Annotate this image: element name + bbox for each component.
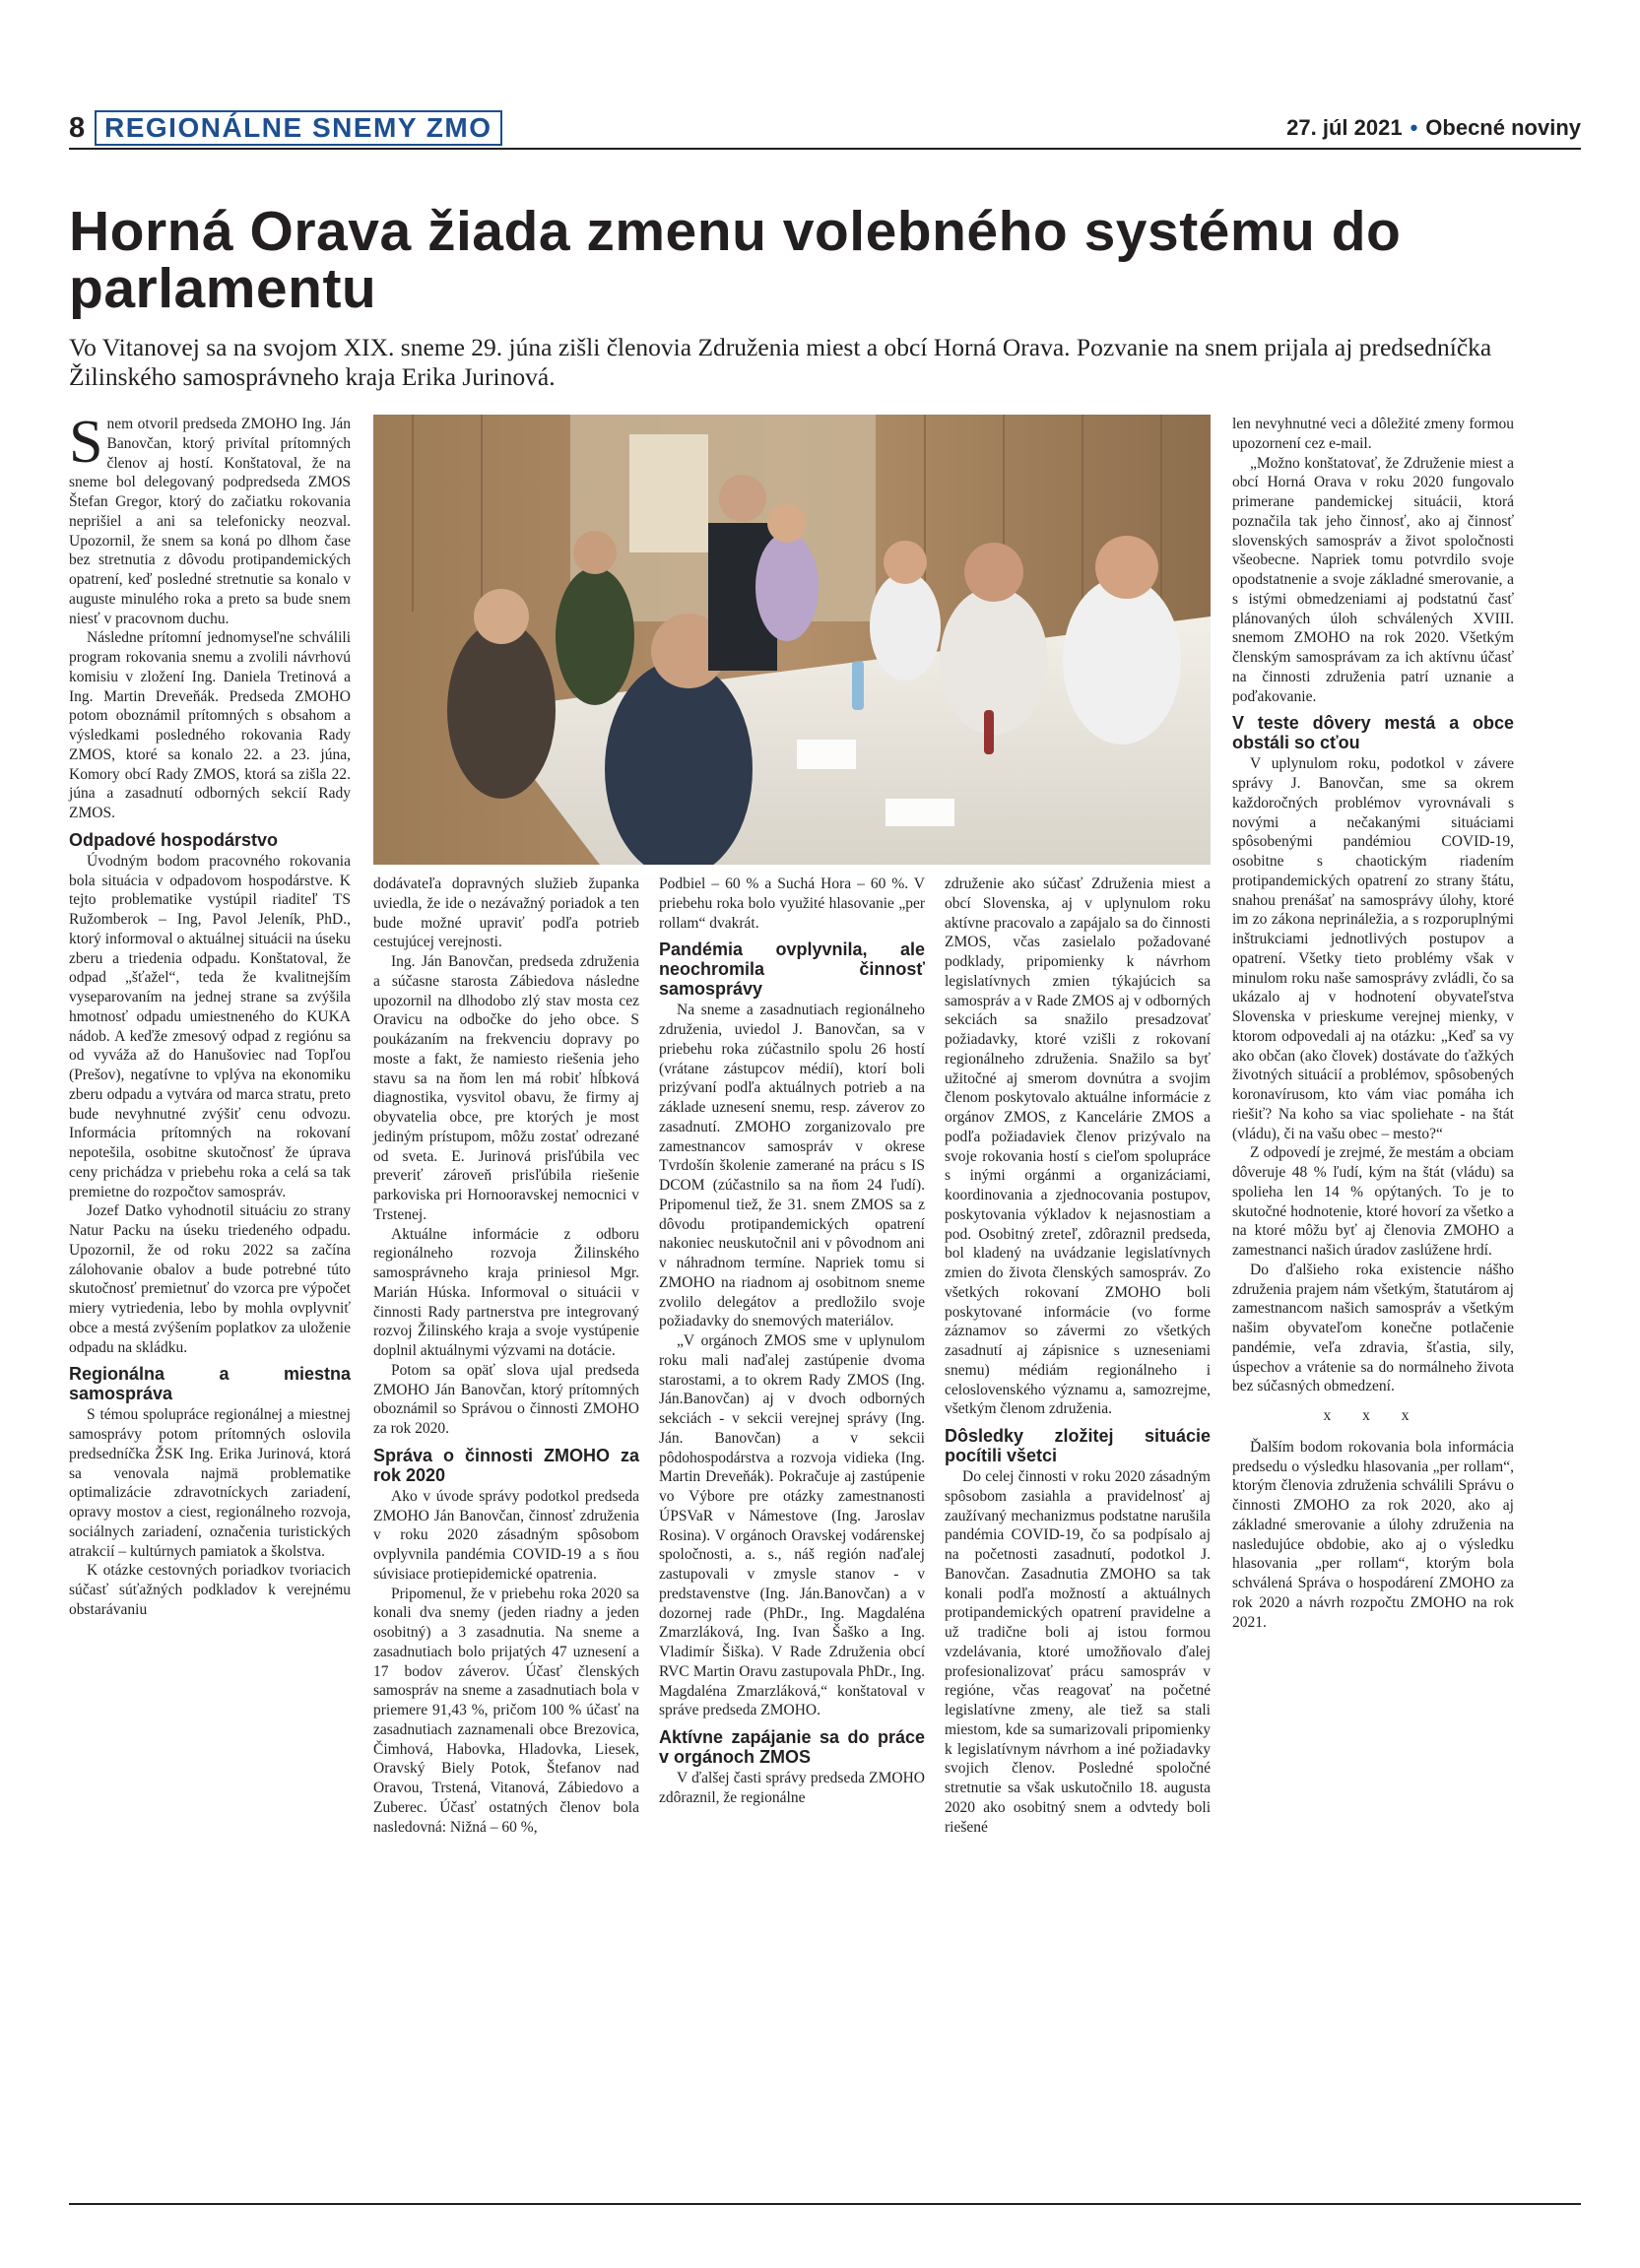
article-column-2: [373, 875, 639, 1837]
separator-dot: •: [1410, 115, 1418, 140]
dateline: [1286, 110, 1581, 146]
paragraph: Podbiel – 60 % a Suchá Hora – 60 %. V priebehu roka bolo využité hlasovanie „per rollam“ dvakrát.: [659, 875, 925, 932]
bottom-rule: [69, 2203, 1581, 2205]
paragraph: len nevyhnutné veci a dôležité zmeny formou upozornení cez e-mail.: [1232, 416, 1514, 452]
paragraph: K otázke cestovných poriadkov tvoriacich súčasť súťažných podkladov k verejnému obstarávaniu: [69, 1562, 351, 1618]
subheading: Regionálna a miestna samospráva: [69, 1364, 351, 1404]
subheading: Aktívne zapájanie sa do práce v orgánoch ZMOS: [659, 1727, 925, 1767]
subheading: Pandémia ovplyvnila, ale neochromila činnosť samosprávy: [659, 940, 925, 1000]
paragraph: Pripomenul, že v priebehu roka 2020 sa konali dva snemy (jeden riadny a jeden osobitný) a 3 zasadnutia. Na sneme a zasadnutiach bolo prijatých 47 uznesení a 17 bodov záverov. Účasť členských samospráv na sneme a zasadnutiach bola v priemere 91,43 %, pričom 100 % účasť na zasadnutiach zaznamenali obce Brezovica, Čimhová, Habovka, Hladovka, Liesek, Oravský Biely Potok, Štefanov nad Oravou, Trstená, Vitanová, Zábiedovo a Zuberec. Účasť ostatných členov bola nasledovná: Nižná – 60 %,: [373, 1585, 639, 1836]
paragraph: Aktuálne informácie z odboru regionálneho rozvoja Žilinského samosprávneho kraja priniesol Mgr. Marián Húska. Informoval o situácii v činnosti Rady partnerstva pre integrovaný rozvoj Žilinského kraja a svoje vystúpenie doplnil aktuálnymi výzvami na dotácie.: [373, 1225, 639, 1359]
subheading: Dôsledky zložitej situácie pocítili všetci: [945, 1426, 1211, 1465]
publication-name: Obecné noviny: [1425, 115, 1581, 140]
section-separator: x x x: [1323, 1407, 1423, 1424]
paragraph: „V orgánoch ZMOS sme v uplynulom roku mali naďalej zastúpenie dvoma starostami, a to okrem Rady ZMOS (Ing. Ján.Banovčan) aj v dvoch odborných sekciách - v sekcii verejnej správy (Ing. Ján. Banovčan) a v sekcii pôdohospodárstva a rozvoja vidieka (Ing. Martin Dreveňák). Pokračuje aj zastúpenie vo Výbore pre otázky zamestnanosti ÚPSVaR v Námestove (Ing. Jaroslav Rosina). V orgánoch Oravskej vodárenskej spoločnosti, a. s., náš región naďalej zastupovali v zmysle stanov - v predstavenstve (Ing. Ján.Banovčan) a v dozornej rade (PhDr., Ing. Magdaléna Zmarzláková, Ing. Ivan Šaško a Ing. Vladimír Šiška). V Rade Združenia obcí RVC Martin Oravu zastupovala PhDr., Ing. Magdaléna Zmarzláková,“ konštatoval v správe predseda ZMOHO.: [659, 1332, 925, 1719]
paragraph: Do ďalšieho roka existencie nášho združenia prajem nám všetkým, štatutárom aj zamestnancom našich samospráv a všetkým našim obyvateľom konečne potlačenie pandémie, veľa zdravia, šťastia, sily, úspechov a vrátenie sa do normálneho života bez súčasných obmedzení.: [1232, 1261, 1514, 1395]
paragraph: Úvodným bodom pracovného rokovania bola situácia v odpadovom hospodárstve. K tejto problematike vystúpil riaditeľ TS Ružomberok – Ing, Pavol Jeleník, PhD., ktorý informoval o aktuálnej situácii na úseku zberu a triedenia odpadu. Konštatoval, že odpad „šťažel“, teda že kvalitnejším vyseparovaním na jednej strane sa zvýšila hmotnosť odpadu umiestneného do KUKA nádob. A keďže zmesový odpad z regiónu sa od vyváža až do Hanušoviec nad Topľou (Prešov), negatívne to vplýva na ekonomiku zberu odpadu a vytvára od marca stratu, preto bude nevyhnutné zvýšiť cenu odvozu. Informácia prítomných na rokovaní nepotešila, osobitne skutočnosť že úprava ceny prichádza v priebehu roka a celá sa tak premietne do rozpočtov samospráv.: [69, 852, 351, 1200]
drop-cap: S: [69, 409, 103, 476]
article-column-1: [69, 409, 351, 1620]
paragraph: Ing. Ján Banovčan, predseda združenia a súčasne starosta Zábiedova následne upozornil na dlhodobo zlý stav mosta cez Oravicu na odbočke do jeho obce. S poukázaním na frekvenciu dopravy po moste a fakt, že namiesto riešenia jeho stavu sa na ňom len má robiť hĺbková diagnostika, vysvitol obavu, že firmy aj obyvatelia obce, pre ktorých je most jediným prístupom, môžu zostať odrezané od sveta. E. Jurinová prisľúbila vec preveriť zároveň prisľúbila riešenie parkoviska pri Hornooravskej nemocnici v Trstenej.: [373, 953, 639, 1223]
subheading: V teste dôvery mestá a obce obstáli so cťou: [1232, 713, 1514, 753]
paragraph: dodávateľa dopravných služieb županka uviedla, že ide o nezávažný poriadok a ten bude možné upraviť podľa potrieb cestujúcej verejnosti.: [373, 875, 639, 951]
section-title: REGIONÁLNE SNEMY ZMO: [95, 110, 502, 146]
paragraph: Potom sa opäť slova ujal predseda ZMOHO Ján Banovčan, ktorý prítomných oboznámil so Správou o činnosti ZMOHO za rok 2020.: [373, 1361, 639, 1437]
article-lead: Vo Vitanovej sa na svojom XIX. sneme 29. júna zišli členovia Združenia miest a obcí Horná Orava. Pozvanie na snem prijala aj predsedníčka Žilinského samosprávneho kraja Erika Jurinová.: [69, 333, 1492, 391]
article-column-5: [1232, 415, 1514, 1632]
article-column-4: [945, 875, 1211, 1837]
paragraph: S témou spolupráce regionálnej a miestnej samosprávy potom prítomných oslovila predsedníčka ŽSK Ing. Erika Jurinová, ktorá sa venovala najmä problematike optimalizácie zdravotníckych zariadení, opravy mostov a ciest, regionálneho rozvoja, sociálnych zariadení, označenia turistických atrakcií – kultúrnych pamiatok a školstva.: [69, 1406, 351, 1560]
page-header: [69, 110, 1581, 146]
paragraph: Jozef Datko vyhodnotil situáciu zo strany Natur Packu na úseku triedeného odpadu. Upozornil, že od roku 2022 sa začína zálohovanie obalov a bude potrebné túto skutočnosť premietnuť do vzorca pre výpočet miery vytriedenia, lebo by mohla ovplyvniť obce a mestá zvýšením poplatkov za uloženie odpadu na skládku.: [69, 1202, 351, 1356]
paragraph: Na sneme a zasadnutiach regionálneho združenia, uviedol J. Banovčan, sa v priebehu roka zúčastnilo spolu 26 hostí (vrátane zástupcov médií), ktorí boli prizývaní podľa aktuálnych potrieb a na základe uznesení snemu, resp. záverov zo zasadnutí. ZMOHO zorganizovalo pre zamestnancov samospráv v okrese Tvrdošín školenie zamerané na prácu s IS DCOM (zúčastnilo sa na ňom 24 ľudí). Pripomenul tiež, že 31. snem ZMOS sa z dôvodu protipandemických opatrení nakoniec neuskutočnil ani v pôvodnom ani v náhradnom termíne. Napriek tomu si ZMOHO na riadnom aj osobitnom sneme zvolilo delegátov a predložilo svoje požiadavky do snemových materiálov.: [659, 1002, 925, 1330]
paragraph: V ďalšej časti správy predseda ZMOHO zdôraznil, že regionálne: [659, 1770, 925, 1806]
paragraph: združenie ako súčasť Združenia miest a obcí Slovenska, aj v uplynulom roku aktívne pracovalo a zapájalo sa do činnosti ZMOS, včas zasielalo požadované podklady, pripomienky k návrhom legislatívnych zmien týkajúcich sa samospráv a v Rade ZMOS aj v odborných sekciách sa snažilo presadzovať požiadavky, ktoré vzišli z rokovaní regionálneho združenia. Snažilo sa byť užitočné aj smerom dovnútra a svojim členom poskytovalo aktuálne informácie z orgánov ZMOS, z Kancelárie ZMOS a podľa požiadaviek členov prizývalo na svoje rokovania hostí s cieľom spolupráce s inými orgánmi a organizáciami, koordinovania a zjednocovania postupov, poskytovania výkladov k nejasnostiam a pod. Osobitný zreteľ, zdôraznil predseda, bol kladený na uvádzanie legislatívnych zmien do života členských samospráv. Zo všetkých rokovaní ZMOHO boli poskytované informácie (vo forme záznamov so závermi zo všetkých zasadnutí aj zápisnice s uzneseniami snemu) médiám regionálneho i celoslovenského významu a, samozrejme, všetkým členom združenia.: [945, 875, 1211, 1418]
page-number: 8: [69, 112, 86, 144]
subheading: Odpadové hospodárstvo: [69, 829, 279, 850]
paragraph: Ako v úvode správy podotkol predseda ZMOHO Ján Banovčan, činnosť združenia v roku 2020 zásadným spôsobom ovplyvnila pandémia COVID-19 a s ňou súvisiace protiepidemické opatrenia.: [373, 1487, 639, 1583]
paragraph: Z odpovedí je zrejmé, že mestám a obciam dôveruje 48 % ľudí, kým na štát (vládu) sa spolieha len 14 % opýtaných. To je to skutočné hodnotenie, ktoré hovorí za všetko a na ktoré môžu byť aj členovia ZMOHO a zamestnanci našich úradov zaslúžene hrdí.: [1232, 1144, 1514, 1259]
issue-date: 27. júl 2021: [1286, 115, 1403, 140]
paragraph: „Možno konštatovať, že Združenie miest a obcí Horná Orava v roku 2020 fungovalo primerane pandemickej situácii, ktorá poznačila tak jeho činnosť, ako aj činnosť slovenských samospráv a život spoločnosti všeobecne. Napriek tomu potvrdilo svoje opodstatnenie a svoje základné smerovanie, a s istými obmedzeniami aj podstatnú časť plánovaných úloh schválených XVIII. snemom ZMOHO na rok 2020. Všetkým členským samosprávam za ich aktívnu účasť na činnosti združenia patrí uznanie a poďakovanie.: [1232, 454, 1514, 705]
subheading: Správa o činnosti ZMOHO za rok 2020: [373, 1445, 639, 1485]
paragraph: V uplynulom roku, podotkol v závere správy J. Banovčan, sme sa okrem každoročných problémov vyrovnávali s novými a nečakanými situáciami spôsobenými pandémiou COVID-19, osobitne s chaotickým riadením protipandemických opatrení zo strany štátu, snahou prenášať na samosprávy úlohy, ktoré im zo zákona neprináležia, a s rozporuplnými inštrukciami jednotlivých postupov a opatrení. Všetky tieto problémy však v minulom roku naše samosprávy zvládli, čo sa ukázalo aj v hodnotení obyvateľstva Slovenska v prieskume verejnej mienky, v ktorom odpovedali aj na otázku: „Keď sa vy ako občan (ako človek) dostávate do ťažkých životných situácií a problémov, spôsobených koronavírusom, kto vám viac pomáha ich riešiť? Na koho sa viac spoliehate - na štát (vládu), či na vašu obec – mesto?“: [1232, 755, 1514, 1142]
paragraph: nem otvoril predseda ZMOHO Ing. Ján Banovčan, ktorý privítal prítomných členov aj hostí. Konštatoval, že na sneme bol delegovaný podpredseda ZMOS Štefan Gregor, ktorý do začiatku rokovania neprišiel a ani sa telefonicky neozval. Upozornil, že snem sa koná po dlhom čase bez stretnutia z dôvodu protipandemických opatrení, keď posledné stretnutie sa konalo v auguste minulého roka a preto sa bude snem niesť v pracovnom duchu.: [69, 416, 351, 627]
article-column-3: [659, 875, 925, 1808]
paragraph: Následne prítomní jednomyseľne schválili program rokovania snemu a zvolili návrhovú komisiu v zložení Ing. Daniela Tretinová a Ing. Martin Dreveňák. Predseda ZMOHO potom oboznámil prítomných s obsahom a výsledkami posledného rokovania Rady ZMOS, ktoré sa konalo 22. a 23. júna, Komory obcí Rady ZMOS, ktorá sa zišla 22. júna a zasadnutí odborných sekcií Rady ZMOS.: [69, 629, 351, 821]
meeting-photo-illustration: [373, 415, 1211, 865]
top-rule: [69, 148, 1581, 150]
article-headline: Horná Orava žiada zmenu volebného systému do parlamentu: [69, 200, 1402, 320]
paragraph: Do celej činnosti v roku 2020 zásadným spôsobom zasiahla a pravidelnosť aj zaužívaný mechanizmus podstatne narušila pandémia COVID-19, čo sa podpísalo aj na početnosti zasadnutí, podotkol J. Banovčan. Zasadnutia ZMOHO sa tak konali podľa možností a aktuálnych protipandemických opatrení pravidelne a už tradične boli aj istou formou vzdelávania, ktoré umožňovalo ďalej profesionalizovať prácu samospráv v regióne, včas reagovať na početné legislatívne zmeny, ale tiež sa stali miestom, kde sa sumarizovali pripomienky k legislatívnym návrhom a iné požiadavky svojich členov. Posledné spoločné stretnutie sa však uskutočnilo 18. augusta 2020 ako osobitný snem a odvtedy boli riešené: [945, 1468, 1211, 1836]
meeting-photo: [373, 415, 1211, 865]
paragraph: Ďalším bodom rokovania bola informácia predsedu o výsledku hlasovania „per rollam“, ktorým členovia združenia schválili Správu o činnosti ZMOHO za rok 2020, ako aj základné smerovanie a úlohy združenia na nasledujúce obdobie, ako aj o výsledku hlasovania „per rollam“, ktorým bola schválená Správa o hospodárení ZMOHO za rok 2020 a návrh rozpočtu ZMOHO na rok 2021.: [1232, 1438, 1514, 1631]
